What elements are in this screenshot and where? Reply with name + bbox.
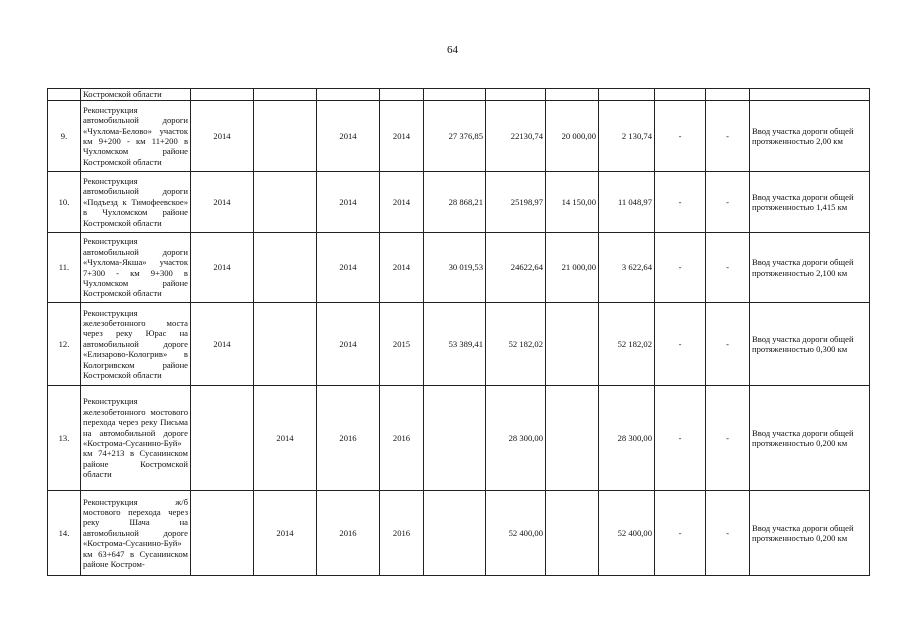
expected-result-cell: Ввод участка дороги общей протяженностью 2,00 км [750,101,870,172]
investment-projects-table [47,88,870,576]
row-number-cell: 14. [48,491,81,576]
estimated-cost-cell: 30 019,53 [424,233,486,303]
project-name-cell: Реконструкция железобетонного моста через реку Юрас на автомобильной дороге «Елизарово-Кологрив» в Кологривском районе Костромской области [81,303,191,386]
table-row [48,101,870,172]
start-year-cell: 2014 [191,233,254,303]
col11-value-cell: - [655,303,706,386]
estimated-cost-cell: 27 376,85 [424,101,486,172]
commission-year-cell: 2014 [380,101,424,172]
page-number: 64 [447,44,458,56]
end-year-cell: 2014 [317,172,380,233]
commission-year-cell: 2016 [380,491,424,576]
federal-amount-cell [546,386,599,491]
project-name-cell: Реконструкция автомобильной дороги «Чухлома-Белово» участок км 9+200 - км 11+200 в Чухломском районе Костромской области [81,101,191,172]
federal-amount-cell [546,491,599,576]
commission-year-cell: 2016 [380,386,424,491]
regional-amount-cell: 2 130,74 [599,101,655,172]
regional-amount-cell: 28 300,00 [599,386,655,491]
table-row [48,172,870,233]
end-year-cell: 2014 [317,101,380,172]
col12-value-cell: - [706,101,750,172]
col11-value-cell: - [655,386,706,491]
psd-year-cell: 2014 [254,386,317,491]
regional-amount-cell: 3 622,64 [599,233,655,303]
col12-value-cell: - [706,491,750,576]
psd-year-cell [254,303,317,386]
start-year-cell [191,386,254,491]
col11-value-cell: - [655,172,706,233]
project-name-cell: Реконструкция автомобильной дороги «Чухлома-Якша» участок 7+300 - км 9+300 в Чухломском районе Костромской области [81,233,191,303]
row-number-cell: 13. [48,386,81,491]
total-amount-cell: 52 400,00 [486,491,546,576]
regional-amount-cell: 52 182,02 [599,303,655,386]
total-amount-cell: 24622,64 [486,233,546,303]
psd-year-cell [254,101,317,172]
end-year-cell: 2014 [317,233,380,303]
continuation-row [48,89,870,101]
table-row [48,303,870,386]
total-amount-cell: 28 300,00 [486,386,546,491]
expected-result-cell: Ввод участка дороги общей протяженностью 0,200 км [750,386,870,491]
expected-result-cell: Ввод участка дороги общей протяженностью 0,200 км [750,491,870,576]
start-year-cell [191,491,254,576]
project-name-cell: Реконструкция ж/б мостового перехода через реку Шача на автомобильной дороге «Кострома-Сусанино-Буй» км 63+647 в Сусанинском районе Костром- [81,491,191,576]
row-number-cell: 11. [48,233,81,303]
estimated-cost-cell: 28 868,21 [424,172,486,233]
project-name-cell: Реконструкция железобетонного мостового перехода через реку Письма на автомобильной дороге «Кострома-Сусанино-Буй» км 74+213 в Сусанинском районе Костромской области [81,386,191,491]
total-amount-cell: 25198,97 [486,172,546,233]
commission-year-cell: 2014 [380,172,424,233]
col12-value-cell: - [706,172,750,233]
col12-value-cell: - [706,303,750,386]
federal-amount-cell: 14 150,00 [546,172,599,233]
total-amount-cell: 22130,74 [486,101,546,172]
end-year-cell: 2014 [317,303,380,386]
expected-result-cell: Ввод участка дороги общей протяженностью 0,300 км [750,303,870,386]
start-year-cell: 2014 [191,303,254,386]
psd-year-cell: 2014 [254,491,317,576]
project-name-cell: Реконструкция автомобильной дороги «Подъезд к Тимофеевское» в Чухломском районе Костромской области [81,172,191,233]
estimated-cost-cell [424,491,486,576]
col11-value-cell: - [655,101,706,172]
psd-year-cell [254,233,317,303]
continuation-name-cell: Костромской области [81,89,191,101]
table-row [48,233,870,303]
end-year-cell: 2016 [317,386,380,491]
col11-value-cell: - [655,491,706,576]
commission-year-cell: 2014 [380,233,424,303]
estimated-cost-cell [424,386,486,491]
federal-amount-cell: 20 000,00 [546,101,599,172]
start-year-cell: 2014 [191,172,254,233]
expected-result-cell: Ввод участка дороги общей протяженностью 2,100 км [750,233,870,303]
expected-result-cell: Ввод участка дороги общей протяженностью 1,415 км [750,172,870,233]
estimated-cost-cell: 53 389,41 [424,303,486,386]
row-number-cell: 12. [48,303,81,386]
total-amount-cell: 52 182,02 [486,303,546,386]
row-number-cell: 9. [48,101,81,172]
table-row [48,386,870,491]
col12-value-cell: - [706,233,750,303]
psd-year-cell [254,172,317,233]
end-year-cell: 2016 [317,491,380,576]
regional-amount-cell: 11 048,97 [599,172,655,233]
continuation-num-cell [48,89,81,101]
table-row [48,491,870,576]
regional-amount-cell: 52 400,00 [599,491,655,576]
col12-value-cell: - [706,386,750,491]
row-number-cell: 10. [48,172,81,233]
federal-amount-cell: 21 000,00 [546,233,599,303]
start-year-cell: 2014 [191,101,254,172]
federal-amount-cell [546,303,599,386]
col11-value-cell: - [655,233,706,303]
commission-year-cell: 2015 [380,303,424,386]
